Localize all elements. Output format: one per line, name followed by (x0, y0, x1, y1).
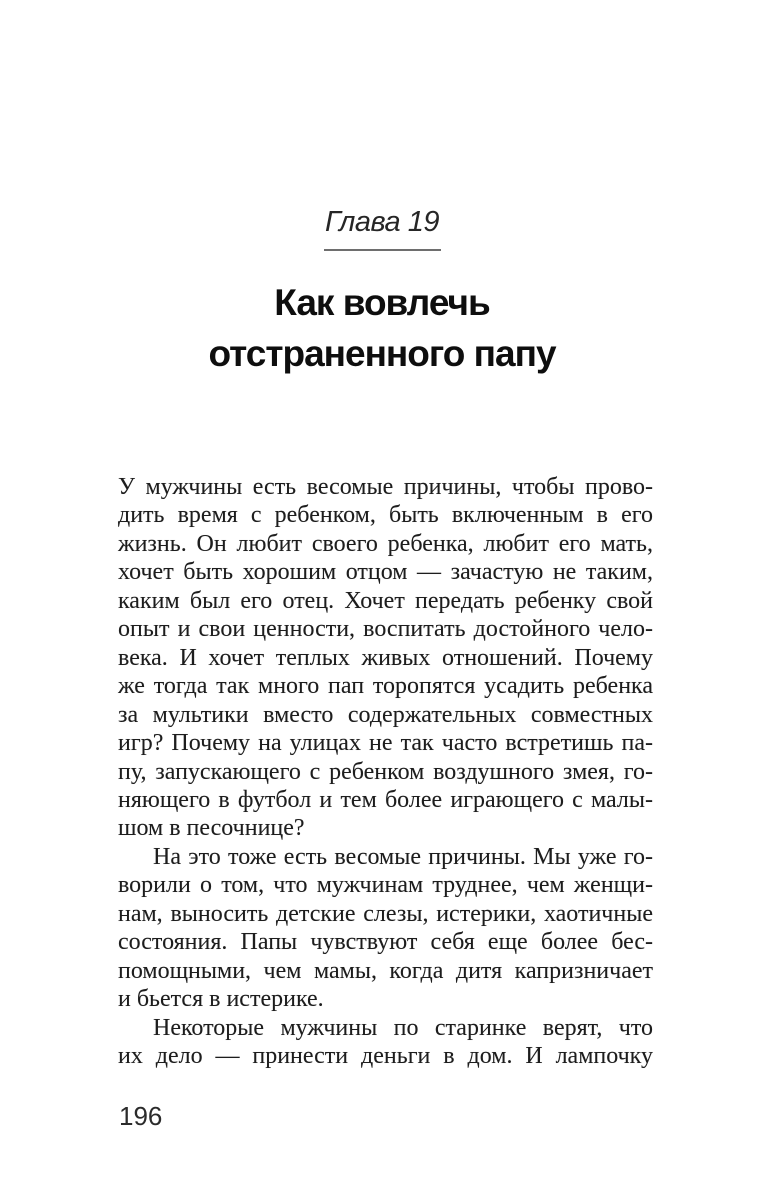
chapter-rule-divider (324, 249, 441, 251)
text-line: дить время с ребенком, быть включенным в его (118, 502, 653, 529)
text-line: няющего в футбол и тем более играющего с малы- (118, 786, 653, 813)
text-line: состояния. Папы чувствуют себя еще более бес- (118, 929, 653, 956)
body-text (118, 473, 653, 1071)
text-line: жизнь. Он любит своего ребенка, любит его мать, (118, 530, 653, 557)
paragraph (118, 843, 653, 1014)
text-line: На это тоже есть весомые причины. Мы уже го- (153, 843, 653, 870)
text-line: хочет быть хорошим отцом — зачастую не таким, (118, 559, 653, 586)
text-line: помощными, чем мамы, когда дитя капризничает (118, 957, 653, 984)
text-line: и бьется в истерике. (118, 986, 324, 1013)
page-number: 196 (119, 1101, 163, 1131)
text-line: же тогда так много пап торопятся усадить ребенка (118, 673, 653, 700)
text-line: каким был его отец. Хочет передать ребенку свой (118, 587, 653, 614)
text-line: У мужчины есть весомые причины, чтобы прово- (118, 474, 653, 500)
paragraph (118, 1014, 653, 1071)
text-line: опыт и свои ценности, воспитать достойного чело- (118, 616, 653, 643)
chapter-title-line-2: отстраненного папу (208, 333, 556, 374)
chapter-title (0, 277, 764, 379)
text-line: века. И хочет теплых живых отношений. Почему (118, 644, 653, 671)
text-line: нам, выносить детские слезы, истерики, хаотичные (118, 900, 653, 927)
text-line: Некоторые мужчины по старинке верят, что (153, 1014, 653, 1041)
text-line: пу, запускающего с ребенком воздушного змея, го- (118, 758, 653, 785)
chapter-label: Глава 19 (325, 206, 439, 238)
text-line: шом в песочнице? (118, 815, 305, 842)
text-line: ворили о том, что мужчинам труднее, чем женщи- (118, 872, 653, 899)
paragraph (118, 473, 653, 843)
chapter-title-line-1: Как вовлечь (274, 282, 490, 323)
text-line: за мультики вместо содержательных совместных (118, 701, 653, 728)
text-line: их дело — принести деньги в дом. И лампочку (118, 1043, 653, 1070)
text-line: игр? Почему на улицах не так часто встретишь па- (118, 730, 653, 757)
